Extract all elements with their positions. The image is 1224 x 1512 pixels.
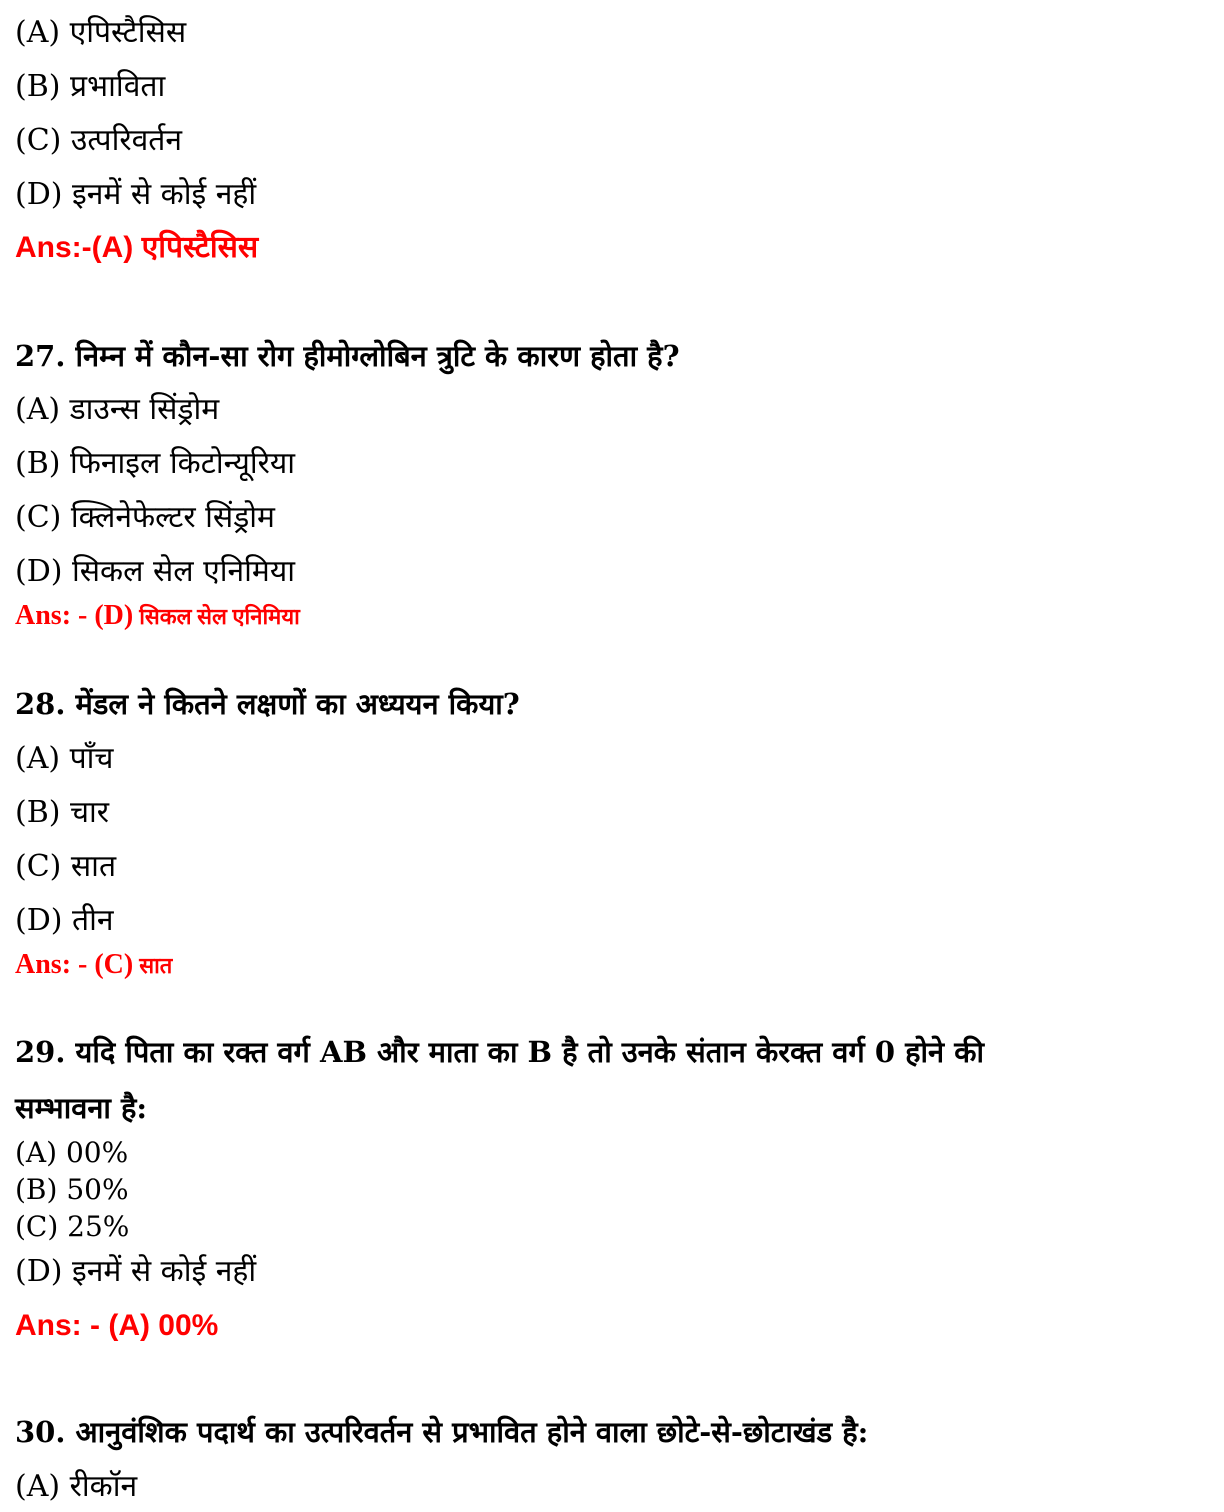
q28-option-d: (D) तीन (15, 903, 114, 938)
q27-option-a: (A) डाउन्स सिंड्रोम (15, 392, 220, 427)
q26-option-a: (A) एपिस्टैसिस (15, 15, 187, 50)
q28-option-c: (C) सात (15, 849, 117, 884)
q29-option-a: (A) 00% (15, 1136, 129, 1169)
q28-answer-prefix: Ans: - (C) (15, 949, 134, 980)
q26-answer: Ans:-(A) एपिस्टैसिस (15, 231, 259, 264)
q28-answer-text: सात (139, 953, 173, 978)
q27-option-b: (B) फिनाइल किटोन्यूरिया (15, 446, 296, 481)
q29-question-line-1: 29. यदि पिता का रक्त वर्ग AB और माता का B है तो उनके संतान केरक्त वर्ग 0 होने की (15, 1035, 984, 1069)
q27-answer (15, 602, 300, 630)
q26-option-c: (C) उत्परिवर्तन (15, 123, 183, 158)
q28-option-b: (B) चार (15, 795, 110, 830)
q28-option-a: (A) पाँच (15, 741, 114, 776)
q29-option-b: (B) 50% (15, 1173, 129, 1206)
q27-question: 27. निम्न में कौन-सा रोग हीमोग्लोबिन त्रुटि के कारण होता है? (15, 339, 680, 373)
q29-option-d: (D) इनमें से कोई नहीं (15, 1254, 257, 1289)
q27-answer-prefix: Ans: - (D) (15, 600, 134, 631)
q30-option-a: (A) रीकॉन (15, 1469, 138, 1504)
q26-option-b: (B) प्रभाविता (15, 69, 166, 104)
q29-question-line-2: सम्भावना है: (15, 1091, 148, 1125)
q29-answer: Ans: - (A) 00% (15, 1309, 219, 1342)
q29-option-c: (C) 25% (15, 1210, 130, 1243)
q27-answer-text: सिकल सेल एनिमिया (139, 604, 300, 629)
q27-option-c: (C) क्लिनेफेल्टर सिंड्रोम (15, 500, 275, 535)
q28-answer (15, 951, 172, 979)
q27-option-d: (D) सिकल सेल एनिमिया (15, 554, 296, 589)
q26-option-d: (D) इनमें से कोई नहीं (15, 177, 257, 212)
q30-question: 30. आनुवंशिक पदार्थ का उत्परिवर्तन से प्रभावित होने वाला छोटे-से-छोटाखंड है: (15, 1415, 869, 1449)
q28-question: 28. मेंडल ने कितने लक्षणों का अध्ययन किया? (15, 687, 520, 721)
